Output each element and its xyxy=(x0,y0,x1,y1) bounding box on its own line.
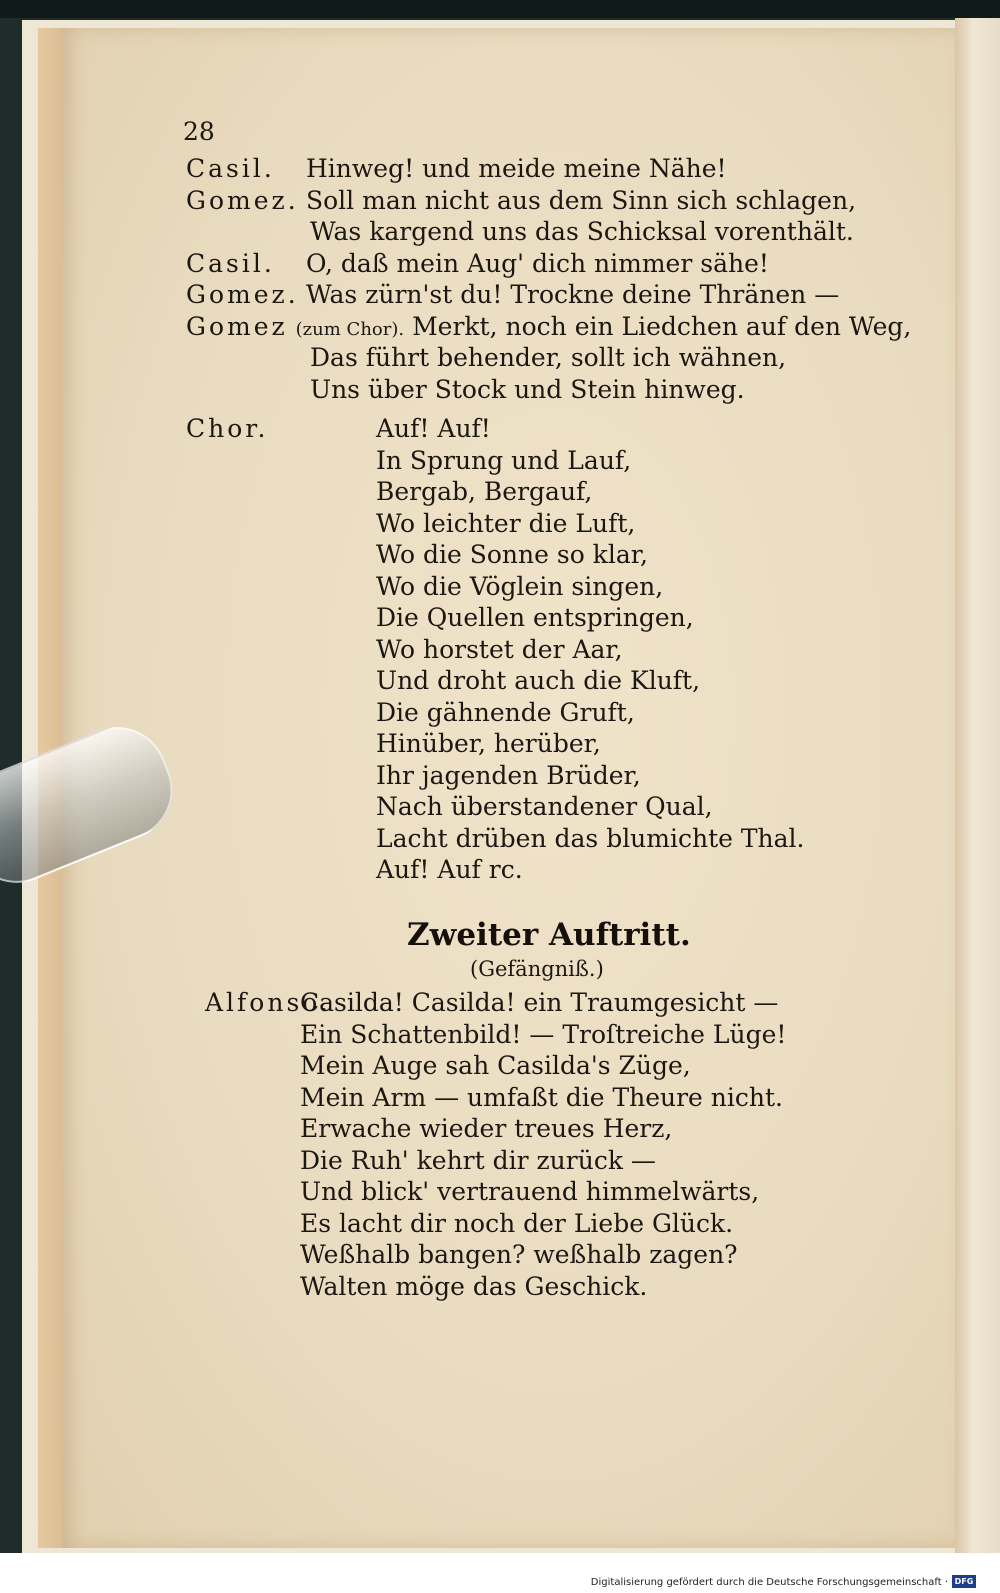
verse-line: Und droht auch die Kluft, xyxy=(376,666,701,695)
line-text: Merkt, noch ein Liedchen auf den Weg, xyxy=(412,311,912,341)
verse-line: Auf! Auf rc. xyxy=(376,855,523,884)
verse-line: Ihr jagenden Brüder, xyxy=(376,760,641,790)
verse-line: Weßhalb bangen? weßhalb zagen? xyxy=(300,1240,738,1269)
dialogue-line xyxy=(186,311,911,343)
scan-background xyxy=(0,0,1000,18)
chor-verse xyxy=(376,413,805,886)
verse-line: In Sprung und Lauf, xyxy=(376,445,632,475)
speaker-note: (zum Chor). xyxy=(295,318,405,340)
speaker-chor: Chor. xyxy=(186,414,269,443)
verse-line: Mein Arm — umfaßt die Theure nicht. xyxy=(300,1082,783,1112)
line-text: Uns über Stock und Stein hinweg. xyxy=(310,374,745,404)
speaker: Gomez. xyxy=(186,280,299,309)
dialogue-block xyxy=(186,153,911,405)
verse-line: Walten möge das Geschick. xyxy=(300,1271,648,1301)
verse-line: Es lacht dir noch der Liebe Glück. xyxy=(300,1208,734,1238)
dialogue-line xyxy=(186,374,911,406)
verse-line: Nach überstandener Qual, xyxy=(376,792,713,821)
verse-line: Bergab, Bergauf, xyxy=(376,477,593,506)
line-text: Das führt behender, sollt ich wähnen, xyxy=(310,343,787,372)
verse-line: Und blick' vertrauend himmelwärts, xyxy=(300,1177,760,1206)
dialogue-line xyxy=(186,279,911,311)
scene-heading: Zweiter Auftritt. xyxy=(407,917,691,953)
verse-line: Die gähnende Gruft, xyxy=(376,697,635,727)
page-number: 28 xyxy=(183,117,215,146)
dfg-logo-icon: DFG xyxy=(952,1575,976,1588)
verse-line: Erwache wieder treues Herz, xyxy=(300,1114,673,1143)
speaker-alfonso: Alfonso. xyxy=(205,988,331,1017)
verse-line: Ein Schattenbild! — Troſtreiche Lüge! xyxy=(300,1019,787,1049)
verse-line: Hinüber, herüber, xyxy=(376,729,601,758)
dialogue-line xyxy=(186,153,911,185)
line-text: Was zürn'st du! Trockne deine Thränen — xyxy=(306,280,840,309)
speaker: Gomez. xyxy=(186,185,299,215)
line-text: Soll man nicht aus dem Sinn sich schlagen, xyxy=(306,185,857,215)
verse-line: Casilda! Casilda! ein Traumgesicht — xyxy=(300,988,779,1017)
dialogue-line xyxy=(186,248,911,280)
dialogue-line xyxy=(186,342,911,374)
speaker: Casil. xyxy=(186,154,275,183)
footer-credit: Digitalisierung gefördert durch die Deutsche Forschungsgemeinschaft · xyxy=(590,1577,948,1588)
stage-direction: (Gefängniß.) xyxy=(470,957,604,981)
verse-line: Die Ruh' kehrt dir zurück — xyxy=(300,1145,656,1175)
verse-line: Wo horstet der Aar, xyxy=(376,634,623,664)
line-text: O, daß mein Aug' dich nimmer sähe! xyxy=(306,248,769,278)
right-page-edge xyxy=(955,18,1000,1558)
verse-line: Wo die Sonne so klar, xyxy=(376,540,648,569)
verse-line: Auf! Auf! xyxy=(376,414,491,443)
verse-line: Mein Auge sah Casilda's Züge, xyxy=(300,1051,691,1080)
dialogue-line xyxy=(186,185,911,217)
verse-line: Lacht drüben das blumichte Thal. xyxy=(376,823,805,853)
speaker: Casil. xyxy=(186,248,275,278)
verse-line: Wo leichter die Luft, xyxy=(376,508,636,538)
speaker: Gomez xyxy=(186,311,288,341)
line-text: Hinweg! und meide meine Nähe! xyxy=(306,154,727,183)
alfonso-monologue xyxy=(300,987,786,1302)
verse-line: Die Quellen entspringen, xyxy=(376,603,694,632)
line-text: Was kargend uns das Schicksal vorenthält. xyxy=(310,217,854,246)
dialogue-line xyxy=(186,216,911,248)
verse-line: Wo die Vöglein singen, xyxy=(376,571,664,601)
